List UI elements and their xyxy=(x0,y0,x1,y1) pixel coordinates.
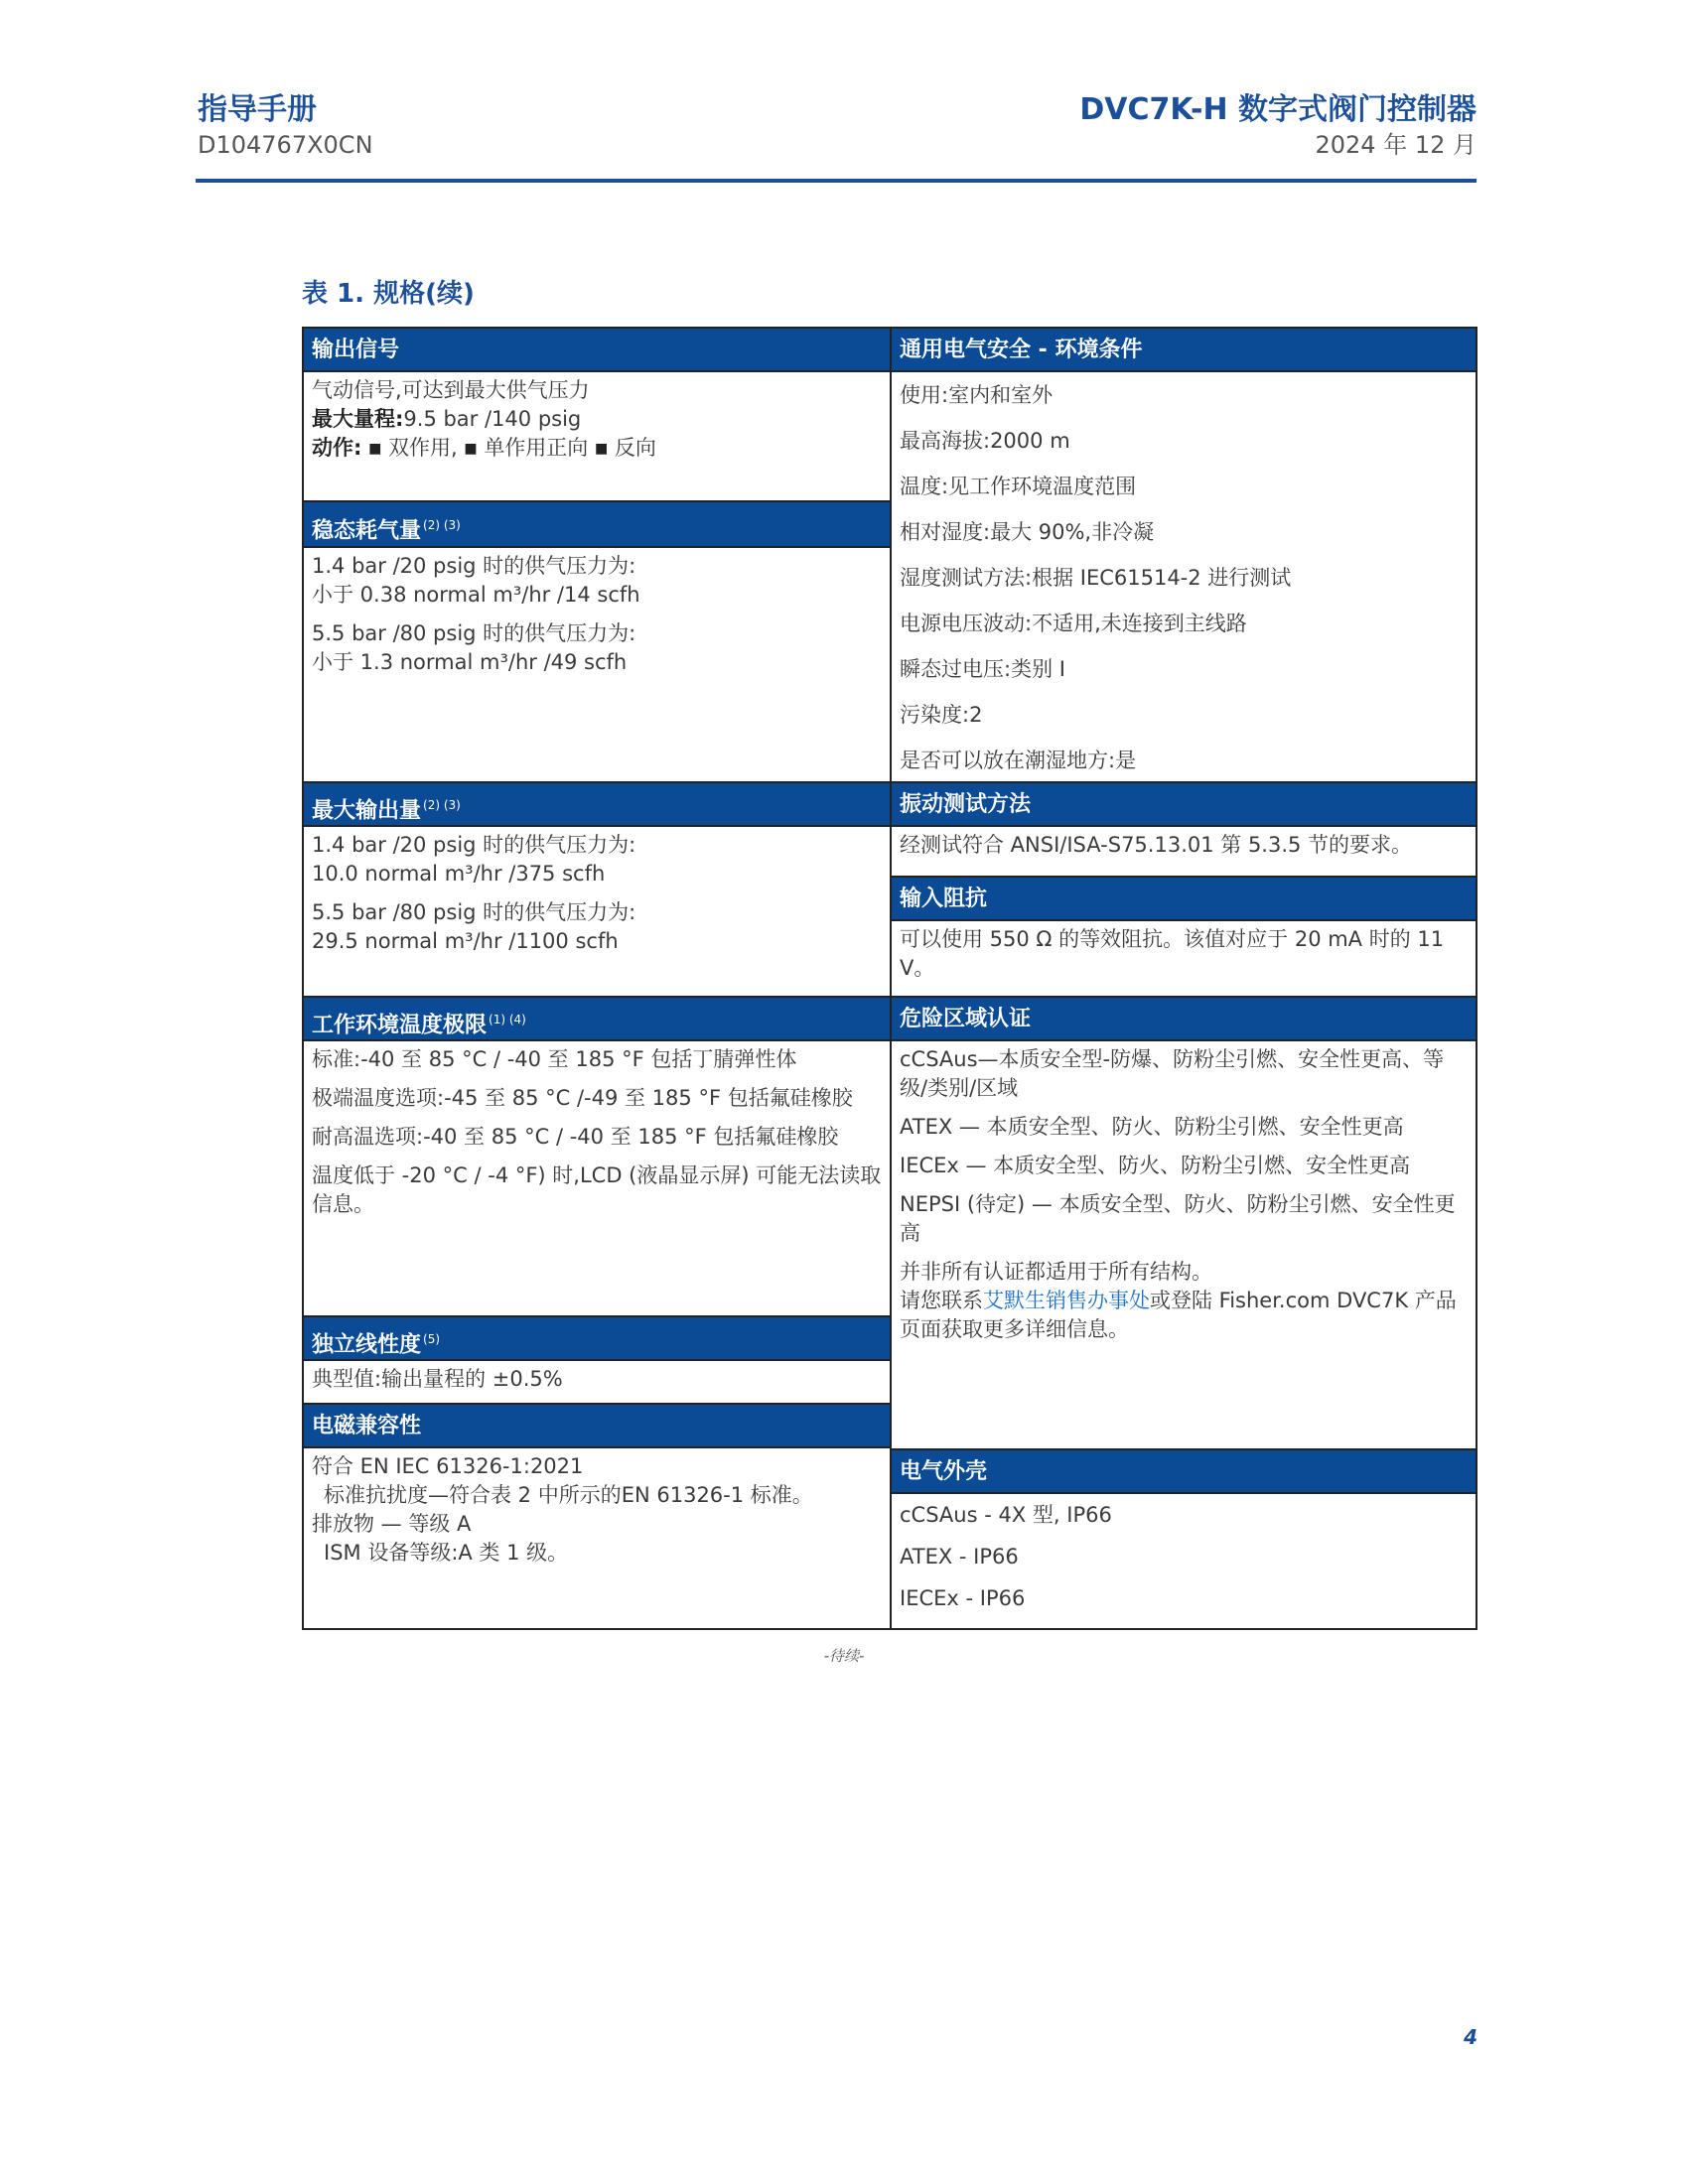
lcd-note: 温度低于 -20 °C / -4 °F) 时,LCD (液晶显示屏) 可能无法读取信息。 xyxy=(312,1163,882,1216)
safety-wet-location: 是否可以放在潮湿地方:是 xyxy=(900,749,1137,772)
action-row xyxy=(312,434,882,464)
action-reverse: 反向 xyxy=(614,436,656,460)
section-header: 电气外壳 xyxy=(892,1450,1476,1494)
contact-text-rest: 或登陆 Fisher.com DVC7K 产品页面获取更多详细信息。 xyxy=(900,1289,1457,1341)
max-span-row xyxy=(312,405,882,434)
section-body xyxy=(304,372,890,464)
header-left xyxy=(198,91,373,161)
section-body xyxy=(892,827,1476,860)
footnote-refs: (2) (3) xyxy=(423,798,461,812)
housing-atex: ATEX - IP66 xyxy=(900,1545,1019,1569)
emc-immunity: 标准抗扰度—符合表 2 中所示的EN 61326-1 标准。 xyxy=(324,1483,813,1507)
safety-temperature: 温度:见工作环境温度范围 xyxy=(900,475,1137,498)
contact-note xyxy=(900,1287,1468,1344)
section-header: 通用电气安全 - 环境条件 xyxy=(892,329,1476,372)
contact-text: 请您联系 xyxy=(900,1289,983,1312)
section-hazardous-area xyxy=(892,996,1476,1450)
section-body xyxy=(892,1494,1476,1619)
section-steady-state-consumption xyxy=(304,500,890,783)
max-span-label: 最大量程: xyxy=(312,407,404,431)
section-header: 电磁兼容性 xyxy=(304,1405,890,1448)
footnote-refs: (1) (4) xyxy=(489,1013,526,1026)
section-body xyxy=(304,1448,890,1568)
document-code: D104767X0CN xyxy=(198,131,373,159)
output-capacity-1: 10.0 normal m³/hr /375 scfh xyxy=(312,862,606,886)
spec-table xyxy=(302,327,1477,1630)
section-emc xyxy=(304,1403,890,1628)
emc-standard: 符合 EN IEC 61326-1:2021 xyxy=(312,1454,584,1478)
action-label: 动作: xyxy=(312,436,362,460)
emc-ism-class: ISM 设备等级:A 类 1 级。 xyxy=(324,1541,569,1565)
supply-pressure-1: 1.4 bar /20 psig 时的供气压力为: xyxy=(312,554,636,578)
section-title: 工作环境温度极限 xyxy=(312,1013,488,1038)
section-title: 独立线性度 xyxy=(312,1332,422,1358)
supply-pressure-1: 1.4 bar /20 psig 时的供气压力为: xyxy=(312,833,636,857)
continued-marker: -待续- xyxy=(823,1647,865,1665)
safety-use: 使用:室内和室外 xyxy=(900,383,1054,407)
section-max-output xyxy=(304,781,890,998)
housing-ccsaus: cCSAus - 4X 型, IP66 xyxy=(900,1503,1112,1527)
section-output-signal xyxy=(304,329,890,500)
impedance-text: 可以使用 550 Ω 的等效阻抗。该值对应于 20 mA 时的 11 V。 xyxy=(900,927,1445,980)
section-title: 稳态耗气量 xyxy=(312,518,422,544)
max-span-value: 9.5 bar /140 psig xyxy=(403,407,582,431)
temp-standard: 标准:-40 至 85 °C / -40 至 185 °F 包括丁腈弹性体 xyxy=(312,1047,797,1071)
section-header: 输出信号 xyxy=(304,329,890,372)
section-temperature-limits xyxy=(304,996,890,1317)
linearity-typical: 典型值:输出量程的 ±0.5% xyxy=(312,1367,563,1391)
section-electrical-housing xyxy=(892,1448,1476,1628)
square-bullet-icon: ■ xyxy=(464,441,478,457)
section-vibration xyxy=(892,781,1476,878)
safety-humidity-test: 湿度测试方法:根据 IEC61514-2 进行测试 xyxy=(900,566,1292,590)
temp-high: 耐高温选项:-40 至 85 °C / -40 至 185 °F 包括氟硅橡胶 xyxy=(312,1125,839,1149)
consumption-2: 小于 1.3 normal m³/hr /49 scfh xyxy=(312,650,628,674)
section-header: 振动测试方法 xyxy=(892,783,1476,827)
cert-iecex: IECEx — 本质安全型、防火、防粉尘引燃、安全性更高 xyxy=(900,1154,1411,1177)
product-title: DVC7K-H 数字式阀门控制器 xyxy=(1079,92,1477,127)
publish-date: 2024 年 12 月 xyxy=(1315,131,1477,159)
spec-column-left xyxy=(304,329,892,1628)
emc-emissions: 排放物 — 等级 A xyxy=(312,1512,472,1536)
section-electrical-safety xyxy=(892,329,1476,781)
section-input-impedance xyxy=(892,876,1476,998)
safety-altitude: 最高海拔:2000 m xyxy=(900,429,1070,453)
vibration-text: 经测试符合 ANSI/ISA-S75.13.01 第 5.3.5 节的要求。 xyxy=(900,833,1413,857)
output-capacity-2: 29.5 normal m³/hr /1100 scfh xyxy=(312,929,619,953)
square-bullet-icon: ■ xyxy=(368,441,382,457)
square-bullet-icon: ■ xyxy=(595,441,609,457)
page-number: 4 xyxy=(1464,2025,1477,2049)
cert-atex: ATEX — 本质安全型、防火、防粉尘引燃、安全性更高 xyxy=(900,1115,1404,1139)
spec-column-right xyxy=(892,329,1476,1628)
section-header xyxy=(304,1317,890,1361)
cert-nepsi: NEPSI (待定) — 本质安全型、防火、防粉尘引燃、安全性更高 xyxy=(900,1192,1456,1245)
section-header: 危险区域认证 xyxy=(892,998,1476,1041)
section-body xyxy=(892,372,1476,783)
safety-voltage-fluctuation: 电源电压波动:不适用,未连接到主线路 xyxy=(900,612,1247,635)
action-single-direct: 单作用正向 xyxy=(484,436,589,460)
footnote-refs: (5) xyxy=(423,1332,441,1346)
cert-ccsaus: cCSAus—本质安全型-防爆、防粉尘引燃、安全性更高、等级/类别/区域 xyxy=(900,1047,1445,1100)
section-body xyxy=(304,1041,890,1219)
safety-overvoltage: 瞬态过电压:类别 I xyxy=(900,657,1065,681)
section-title: 最大输出量 xyxy=(312,798,422,824)
section-body xyxy=(304,827,890,956)
output-signal-text: 气动信号,可达到最大供气压力 xyxy=(312,378,590,402)
sales-office-link[interactable]: 艾默生销售办事处 xyxy=(983,1289,1150,1312)
section-body xyxy=(892,1041,1476,1344)
safety-humidity: 相对湿度:最大 90%,非冷凝 xyxy=(900,520,1155,544)
section-header: 输入阻抗 xyxy=(892,878,1476,921)
supply-pressure-2: 5.5 bar /80 psig 时的供气压力为: xyxy=(312,900,636,924)
housing-iecex: IECEx - IP66 xyxy=(900,1586,1026,1610)
temp-extreme: 极端温度选项:-45 至 85 °C /-49 至 185 °F 包括氟硅橡胶 xyxy=(312,1086,853,1110)
safety-pollution: 污染度:2 xyxy=(900,703,983,727)
action-double: 双作用, xyxy=(388,436,458,460)
section-header xyxy=(304,502,890,548)
cert-note: 并非所有认证都适用于所有结构。 xyxy=(900,1260,1212,1284)
section-header xyxy=(304,998,890,1041)
table-title: 表 1. 规格(续) xyxy=(302,279,475,309)
section-body xyxy=(892,921,1476,983)
section-header xyxy=(304,783,890,827)
section-linearity xyxy=(304,1315,890,1405)
section-body xyxy=(304,548,890,677)
header-right xyxy=(1079,91,1477,161)
section-body xyxy=(304,1361,890,1394)
footnote-refs: (2) (3) xyxy=(423,518,461,532)
consumption-1: 小于 0.38 normal m³/hr /14 scfh xyxy=(312,583,640,607)
manual-type: 指导手册 xyxy=(198,92,317,127)
header-divider xyxy=(196,179,1477,183)
supply-pressure-2: 5.5 bar /80 psig 时的供气压力为: xyxy=(312,621,636,645)
